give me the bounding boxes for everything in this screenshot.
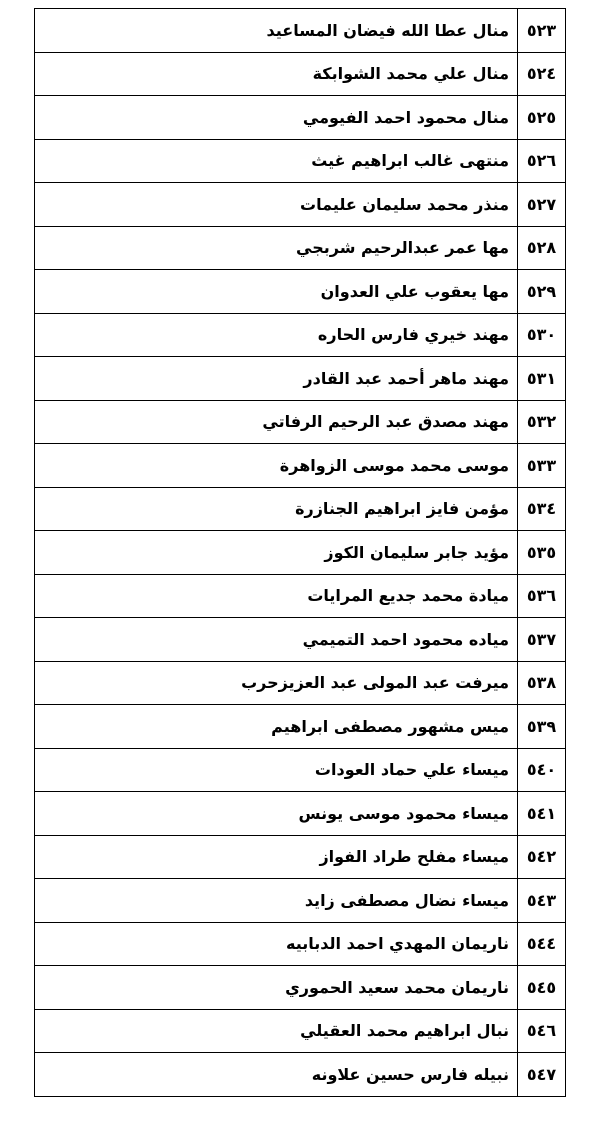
names-table-body [35,9,566,1097]
row-number: ٥٢٣ [518,9,566,53]
table-row [35,748,566,792]
table-row [35,531,566,575]
row-number: ٥٢٦ [518,139,566,183]
row-number: ٥٤٤ [518,922,566,966]
row-number: ٥٢٨ [518,226,566,270]
table-row [35,9,566,53]
row-number: ٥٣٢ [518,400,566,444]
row-number: ٥٣٠ [518,313,566,357]
row-number: ٥٤٦ [518,1009,566,1053]
table-row [35,966,566,1010]
table-row [35,139,566,183]
row-name: مهند ماهر أحمد عبد القادر [35,357,518,401]
table-row [35,400,566,444]
table-row [35,226,566,270]
row-number: ٥٢٥ [518,96,566,140]
table-row [35,444,566,488]
row-name: ناريمان المهدي احمد الدبابيه [35,922,518,966]
row-number: ٥٢٩ [518,270,566,314]
row-number: ٥٢٤ [518,52,566,96]
row-name: مها عمر عبدالرحيم شربجي [35,226,518,270]
row-name: ناريمان محمد سعيد الحموري [35,966,518,1010]
row-name: مهند مصدق عبد الرحيم الرفاتي [35,400,518,444]
table-row [35,661,566,705]
table-row [35,705,566,749]
row-name: ميس مشهور مصطفى ابراهيم [35,705,518,749]
table-row [35,922,566,966]
table-row [35,52,566,96]
row-name: ميساء محمود موسى يونس [35,792,518,836]
row-name: نبيله فارس حسين علاونه [35,1053,518,1097]
row-number: ٥٣٣ [518,444,566,488]
row-number: ٥٣٦ [518,574,566,618]
row-name: منذر محمد سليمان عليمات [35,183,518,227]
row-name: مؤيد جابر سليمان الكوز [35,531,518,575]
row-name: منال علي محمد الشوابكة [35,52,518,96]
table-row [35,835,566,879]
row-number: ٥٣٩ [518,705,566,749]
row-name: مها يعقوب علي العدوان [35,270,518,314]
row-name: منال محمود احمد الفيومي [35,96,518,140]
names-table [34,8,566,1097]
row-name: مؤمن فايز ابراهيم الجنازرة [35,487,518,531]
row-number: ٥٤٣ [518,879,566,923]
table-row [35,270,566,314]
row-name: منتهى غالب ابراهيم غيث [35,139,518,183]
row-number: ٥٣٧ [518,618,566,662]
row-name: موسى محمد موسى الزواهرة [35,444,518,488]
table-row [35,487,566,531]
row-number: ٥٢٧ [518,183,566,227]
table-row [35,313,566,357]
row-name: منال عطا الله فيضان المساعيد [35,9,518,53]
table-row [35,879,566,923]
row-number: ٥٣١ [518,357,566,401]
row-name: ميرفت عبد المولى عبد العزيزحرب [35,661,518,705]
table-row [35,574,566,618]
row-name: مهند خيري فارس الحاره [35,313,518,357]
row-name: ميساء مفلح طراد الفواز [35,835,518,879]
row-number: ٥٤٧ [518,1053,566,1097]
row-number: ٥٤١ [518,792,566,836]
row-number: ٥٤٠ [518,748,566,792]
row-number: ٥٤٢ [518,835,566,879]
table-row [35,1053,566,1097]
table-row [35,96,566,140]
row-name: نبال ابراهيم محمد العقيلي [35,1009,518,1053]
table-row [35,792,566,836]
row-number: ٥٤٥ [518,966,566,1010]
row-name: ميساء علي حماد العودات [35,748,518,792]
row-number: ٥٣٤ [518,487,566,531]
row-name: مياده محمود احمد التميمي [35,618,518,662]
table-row [35,357,566,401]
table-row [35,183,566,227]
row-number: ٥٣٥ [518,531,566,575]
table-row [35,618,566,662]
row-name: ميساء نضال مصطفى زايد [35,879,518,923]
row-name: ميادة محمد جديع المرايات [35,574,518,618]
row-number: ٥٣٨ [518,661,566,705]
table-row [35,1009,566,1053]
names-list-page [34,8,566,1097]
